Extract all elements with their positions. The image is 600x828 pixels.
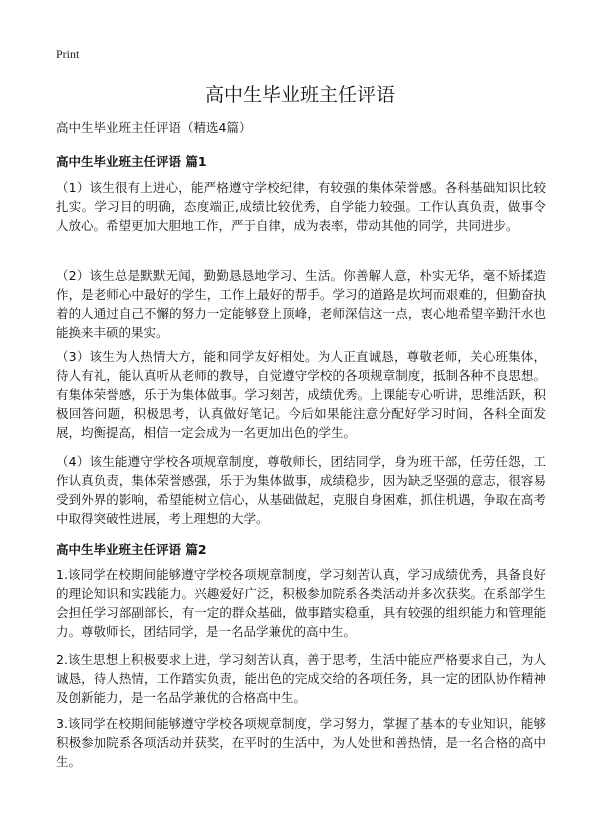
section-heading-2: 高中生毕业班主任评语 篇2: [56, 542, 207, 557]
paragraph-1-2: （2）该生总是默默无闻，勤勤恳恳地学习、生活。你善解人意，朴实无华，毫不矫揉造作，是老师心中最好的学生，工作上最好的帮手。学习的道路是坎坷而艰难的，但勤奋执着的人通过自己不懈的努力一定能够登上顶峰，老师深信这一点，衷心地希望辛勤汗水也能换来丰硕的果实。: [56, 268, 546, 340]
print-link[interactable]: Print: [56, 47, 80, 61]
paragraph-2-3: 3.该同学在校期间能够遵守学校各项规章制度，学习努力，掌握了基本的专业知识，能够积极参加院系各项活动并获奖，在平时的生活中，为人处世和善热情，是一名合格的高中生。: [56, 716, 546, 769]
paragraph-2-2: 2.该生思想上积极要求上进，学习刻苦认真，善于思考，生活中能应严格要求自己，为人诚恳，待人热情，工作踏实负责，能出色的完成交给的各项任务，具一定的团队协作精神及创新能力，是一名品学兼优的合格高中生。: [56, 652, 546, 705]
document-subtitle: 高中生毕业班主任评语（精选4篇）: [56, 120, 252, 135]
paragraph-1-1: （1）该生很有上进心，能严格遵守学校纪律，有较强的集体荣誉感。各科基础知识比较扎实。学习目的明确，态度端正,成绩比较优秀，自学能力较强。工作认真负责，做事令人放心。希望更加大胆地工作，严于自律，成为表率，带动其他的同学，共同进步。: [56, 180, 546, 233]
paragraph-2-1: 1.该同学在校期间能够遵守学校各项规章制度，学习刻苦认真，学习成绩优秀，具备良好的理论知识和实践能力。兴趣爱好广泛，积极参加院系各类活动并多次获奖。在系部学生会担任学习部副部长，有一定的群众基础，做事踏实稳重，具有较强的组织能力和管理能力。尊敬师长，团结同学，是一名品学兼优的高中生。: [56, 567, 546, 639]
section-heading-1: 高中生毕业班主任评语 篇1: [56, 154, 207, 169]
paragraph-1-3: （3）该生为人热情大方，能和同学友好相处。为人正直诚恳，尊敬老师，关心班集体，待人有礼，能认真听从老师的教导，自觉遵守学校的各项规章制度，抵制各种不良思想。有集体荣誉感，乐于为集体做事。学习刻苦，成绩优秀。上课能专心听讲，思维活跃，积极回答问题，积极思考，认真做好笔记。今后如果能注意分配好学习时间，各科全面发展，均衡提高，相信一定会成为一名更加出色的学生。: [56, 349, 546, 440]
paragraph-1-4: （4）该生能遵守学校各项规章制度，尊敬师长，团结同学，身为班干部，任劳任怨，工作认真负责，集体荣誉感强，乐于为集体做事，成绩稳步，因为缺乏坚强的意志，很容易受到外界的影响，希望能树立信心，从基础做起，克服自身困难，抓住机遇，争取在高考中取得突破性进展，考上理想的大学。: [56, 454, 546, 526]
page-title: 高中生毕业班主任评语: [204, 84, 395, 106]
